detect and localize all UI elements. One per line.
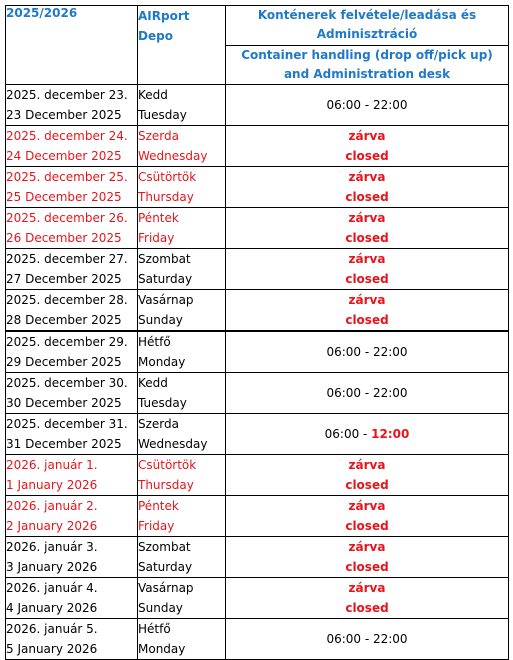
day-cell bbox=[138, 496, 226, 537]
hours-cell bbox=[226, 496, 509, 537]
date-cell bbox=[6, 208, 138, 249]
date-en: 28 December 2025 bbox=[6, 313, 122, 327]
day-hu: Szombat bbox=[138, 252, 191, 266]
date-en: 4 January 2026 bbox=[6, 601, 98, 615]
header-row bbox=[6, 6, 509, 85]
holiday-schedule-table bbox=[5, 5, 509, 660]
day-en: Saturday bbox=[138, 560, 193, 574]
schedule-row bbox=[6, 455, 509, 496]
closed-hu: zárva bbox=[348, 129, 386, 143]
date-cell bbox=[6, 167, 138, 208]
day-cell bbox=[138, 208, 226, 249]
hours-cell bbox=[226, 331, 509, 373]
day-hu: Vasárnap bbox=[138, 293, 194, 307]
schedule-row bbox=[6, 414, 509, 455]
day-cell bbox=[138, 373, 226, 414]
hours-cell bbox=[226, 290, 509, 332]
day-en: Tuesday bbox=[138, 396, 187, 410]
depot-header bbox=[138, 6, 226, 85]
day-cell bbox=[138, 331, 226, 373]
hours-cell bbox=[226, 619, 509, 660]
date-hu: 2025. december 30. bbox=[6, 376, 128, 390]
day-en: Saturday bbox=[138, 272, 193, 286]
day-hu: Péntek bbox=[138, 499, 179, 513]
date-cell bbox=[6, 331, 138, 373]
date-en: 23 December 2025 bbox=[6, 108, 122, 122]
schedule-row bbox=[6, 373, 509, 414]
date-hu: 2025. december 29. bbox=[6, 335, 128, 349]
depot-line1: AIRport bbox=[138, 9, 190, 23]
day-hu: Vasárnap bbox=[138, 581, 194, 595]
closed-hu: zárva bbox=[348, 252, 386, 266]
day-hu: Péntek bbox=[138, 211, 179, 225]
date-cell bbox=[6, 496, 138, 537]
service-hu-line2: Adminisztráció bbox=[316, 27, 418, 41]
date-hu: 2026. január 4. bbox=[6, 581, 98, 595]
date-en: 24 December 2025 bbox=[6, 149, 122, 163]
day-cell bbox=[138, 414, 226, 455]
day-cell bbox=[138, 619, 226, 660]
service-header bbox=[226, 6, 509, 85]
date-en: 30 December 2025 bbox=[6, 396, 122, 410]
closed-en: closed bbox=[345, 601, 389, 615]
closed-en: closed bbox=[345, 231, 389, 245]
opening-hours: 06:00 - 22:00 bbox=[326, 632, 408, 646]
year-header bbox=[6, 6, 138, 85]
date-en: 25 December 2025 bbox=[6, 190, 122, 204]
date-en: 27 December 2025 bbox=[6, 272, 122, 286]
closed-hu: zárva bbox=[348, 170, 386, 184]
closed-en: closed bbox=[345, 560, 389, 574]
day-en: Wednesday bbox=[138, 149, 208, 163]
day-en: Monday bbox=[138, 355, 186, 369]
closed-en: closed bbox=[345, 190, 389, 204]
date-hu: 2025. december 24. bbox=[6, 129, 128, 143]
hours-cell bbox=[226, 455, 509, 496]
hours-cell bbox=[226, 208, 509, 249]
date-en: 1 January 2026 bbox=[6, 478, 98, 492]
schedule-row bbox=[6, 167, 509, 208]
service-en-line1: Container handling (drop off/pick up) bbox=[241, 48, 493, 62]
hours-cell bbox=[226, 85, 509, 126]
date-en: 2 January 2026 bbox=[6, 519, 98, 533]
closed-en: closed bbox=[345, 272, 389, 286]
day-en: Friday bbox=[138, 231, 175, 245]
day-hu: Kedd bbox=[138, 376, 168, 390]
day-hu: Csütörtök bbox=[138, 170, 197, 184]
opening-start: 06:00 - bbox=[324, 427, 372, 441]
schedule-row bbox=[6, 496, 509, 537]
day-en: Wednesday bbox=[138, 437, 208, 451]
day-hu: Szerda bbox=[138, 417, 179, 431]
day-cell bbox=[138, 126, 226, 167]
date-hu: 2026. január 5. bbox=[6, 622, 98, 636]
closed-hu: zárva bbox=[348, 499, 386, 513]
day-cell bbox=[138, 537, 226, 578]
hours-cell bbox=[226, 373, 509, 414]
closed-en: closed bbox=[345, 313, 389, 327]
closed-en: closed bbox=[345, 149, 389, 163]
hours-cell bbox=[226, 167, 509, 208]
day-hu: Csütörtök bbox=[138, 458, 197, 472]
date-hu: 2025. december 31. bbox=[6, 417, 128, 431]
day-en: Monday bbox=[138, 642, 186, 656]
schedule-row bbox=[6, 331, 509, 373]
schedule-row bbox=[6, 619, 509, 660]
day-en: Friday bbox=[138, 519, 175, 533]
date-hu: 2025. december 27. bbox=[6, 252, 128, 266]
date-en: 3 January 2026 bbox=[6, 560, 98, 574]
date-en: 26 December 2025 bbox=[6, 231, 122, 245]
schedule-row bbox=[6, 537, 509, 578]
closed-en: closed bbox=[345, 478, 389, 492]
date-cell bbox=[6, 85, 138, 126]
hours-cell bbox=[226, 126, 509, 167]
date-cell bbox=[6, 619, 138, 660]
hours-cell bbox=[226, 414, 509, 455]
day-hu: Hétfő bbox=[138, 335, 171, 349]
date-cell bbox=[6, 249, 138, 290]
day-en: Thursday bbox=[138, 190, 194, 204]
day-en: Tuesday bbox=[138, 108, 187, 122]
date-hu: 2025. december 28. bbox=[6, 293, 128, 307]
service-header-en bbox=[226, 46, 508, 84]
schedule-row bbox=[6, 578, 509, 619]
date-en: 5 January 2026 bbox=[6, 642, 98, 656]
day-cell bbox=[138, 290, 226, 332]
hours-cell bbox=[226, 249, 509, 290]
day-cell bbox=[138, 455, 226, 496]
service-hu-line1: Konténerek felvétele/leadása és bbox=[257, 8, 477, 22]
opening-hours: 06:00 - 22:00 bbox=[326, 345, 408, 359]
closed-en: closed bbox=[345, 519, 389, 533]
closed-hu: zárva bbox=[348, 458, 386, 472]
closed-hu: zárva bbox=[348, 540, 386, 554]
closed-hu: zárva bbox=[348, 211, 386, 225]
schedule-row bbox=[6, 290, 509, 332]
day-cell bbox=[138, 85, 226, 126]
date-cell bbox=[6, 126, 138, 167]
day-hu: Kedd bbox=[138, 88, 168, 102]
schedule-row bbox=[6, 85, 509, 126]
day-cell bbox=[138, 167, 226, 208]
schedule-row bbox=[6, 249, 509, 290]
depot-line2: Depo bbox=[138, 29, 173, 43]
date-cell bbox=[6, 455, 138, 496]
date-hu: 2026. január 1. bbox=[6, 458, 98, 472]
hours-cell bbox=[226, 578, 509, 619]
day-en: Sunday bbox=[138, 601, 183, 615]
hours-cell bbox=[226, 537, 509, 578]
closed-hu: zárva bbox=[348, 293, 386, 307]
date-cell bbox=[6, 578, 138, 619]
date-en: 31 December 2025 bbox=[6, 437, 122, 451]
date-cell bbox=[6, 373, 138, 414]
year-label: 2025/2026 bbox=[6, 6, 78, 20]
date-cell bbox=[6, 290, 138, 332]
schedule-row bbox=[6, 208, 509, 249]
day-en: Sunday bbox=[138, 313, 183, 327]
service-header-hu bbox=[226, 6, 508, 46]
date-hu: 2025. december 25. bbox=[6, 170, 128, 184]
service-en-line2: and Administration desk bbox=[283, 67, 451, 81]
closed-hu: zárva bbox=[348, 581, 386, 595]
date-cell bbox=[6, 414, 138, 455]
day-hu: Szombat bbox=[138, 540, 191, 554]
day-cell bbox=[138, 249, 226, 290]
day-cell bbox=[138, 578, 226, 619]
date-hu: 2025. december 23. bbox=[6, 88, 128, 102]
early-closing-time: 12:00 bbox=[371, 427, 410, 441]
date-hu: 2026. január 2. bbox=[6, 499, 98, 513]
opening-hours: 06:00 - 22:00 bbox=[326, 98, 408, 112]
day-hu: Szerda bbox=[138, 129, 179, 143]
day-en: Thursday bbox=[138, 478, 194, 492]
opening-hours: 06:00 - 22:00 bbox=[326, 386, 408, 400]
schedule-row bbox=[6, 126, 509, 167]
date-hu: 2026. január 3. bbox=[6, 540, 98, 554]
date-en: 29 December 2025 bbox=[6, 355, 122, 369]
date-hu: 2025. december 26. bbox=[6, 211, 128, 225]
day-hu: Hétfő bbox=[138, 622, 171, 636]
date-cell bbox=[6, 537, 138, 578]
